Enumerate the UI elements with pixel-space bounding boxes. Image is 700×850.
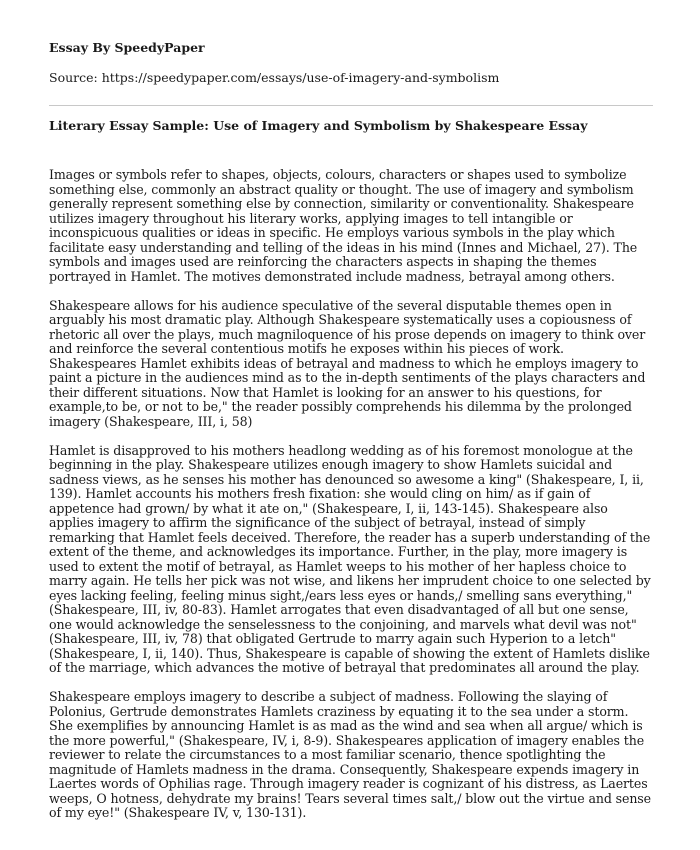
essay-body: [49, 168, 653, 821]
essay-title: Literary Essay Sample: Use of Imagery and Symbolism by Shakespeare Essay: [49, 118, 588, 133]
site-brand: Essay By SpeedyPaper: [49, 40, 205, 55]
paragraph: Hamlet is disapproved to his mothers headlong wedding as of his foremost monologue at the beginning in the play. Shakespeare utilizes enough imagery to show Hamlets suicidal and sadness views, as he senses his mother has denounced so awesome a king" (Shakespeare, I, ii, 139). Hamlet accounts his mothers fresh fixation: she would cling on him/ as if gain of appetence had grown/ by what it ate on," (Shakespeare, I, ii, 143-145). Shakespeare also applies imagery to affirm the significance of the subject of betrayal, instead of simply remarking that Hamlet feels deceived. Therefore, the reader has a superb understanding of the extent of the theme, and acknowledges its importance. Further, in the play, more imagery is used to extent the motif of betrayal, as Hamlet weeps to his mother of her hapless choice to marry again. He tells her pick was not wise, and likens her imprudent choice to one selected by eyes lacking feeling, feeling minus sight,/ears less eyes or hands,/ smelling sans everything," (Shakespeare, III, iv, 80-83). Hamlet arrogates that even disadvantaged of all but one sense, one would acknowledge the senselessness to the conjoining, and marvels what devil was not" (Shakespeare, III, iv, 78) that obligated Gertrude to marry again such Hyperion to a letch" (Shakespeare, I, ii, 140). Thus, Shakespeare is capable of showing the extent of Hamlets dislike of the marriage, which advances the motive of betrayal that predominates all around the play.: [49, 442, 651, 675]
paragraph: Images or symbols refer to shapes, objects, colours, characters or shapes used to symbolize something else, commonly an abstract quality or thought. The use of imagery and symbolism generally represent something else by connection, similarity or conventionality. Shakespeare utilizes imagery throughout his literary works, applying images to tell intangible or inconspicuous qualities or ideas in specific. He employs various symbols in the play which facilitate easy understanding and telling of the ideas in his mind (Innes and Michael, 27). The symbols and images used are reinforcing the characters aspects in shaping the themes portrayed in Hamlet. The motives demonstrated include madness, betrayal among others.: [49, 167, 638, 284]
paragraph: Shakespeare employs imagery to describe a subject of madness. Following the slaying of Polonius, Gertrude demonstrates Hamlets craziness by equating it to the sea under a storm. She exemplifies by announcing Hamlet is as mad as the wind and sea when all argue/ which is the more powerful," (Shakespeare, IV, i, 8-9). Shakespeares application of imagery enables the reviewer to relate the circumstances to a most familiar scenario, thence spotlighting the magnitude of Hamlets madness in the drama. Consequently, Shakespeare expends imagery in Laertes words of Ophilias rage. Through imagery reader is cognizant of his distress, as Laertes weeps, O hotness, dehydrate my brains! Tears several times salt,/ blow out the virtue and sense of my eye!" (Shakespeare IV, v, 130-131).: [49, 689, 651, 820]
paragraph: Shakespeare allows for his audience speculative of the several disputable themes open in arguably his most dramatic play. Although Shakespeare systematically uses a copiousness of rhetoric all over the plays, much magniloquence of his prose depends on imagery to think over and reinforce the several contentious motifs he exposes within his pieces of work. Shakespeares Hamlet exhibits ideas of betrayal and madness to which he employs imagery to paint a picture in the audiences mind as to the in-depth sentiments of the plays characters and their different situations. Now that Hamlet is looking for an answer to his questions, for example,to be, or not to be," the reader possibly comprehends his dilemma by the prolonged imagery (Shakespeare, III, i, 58): [49, 297, 646, 429]
header-divider: [49, 105, 653, 106]
source-line: Source: https://speedypaper.com/essays/use-of-imagery-and-symbolism: [49, 70, 500, 85]
